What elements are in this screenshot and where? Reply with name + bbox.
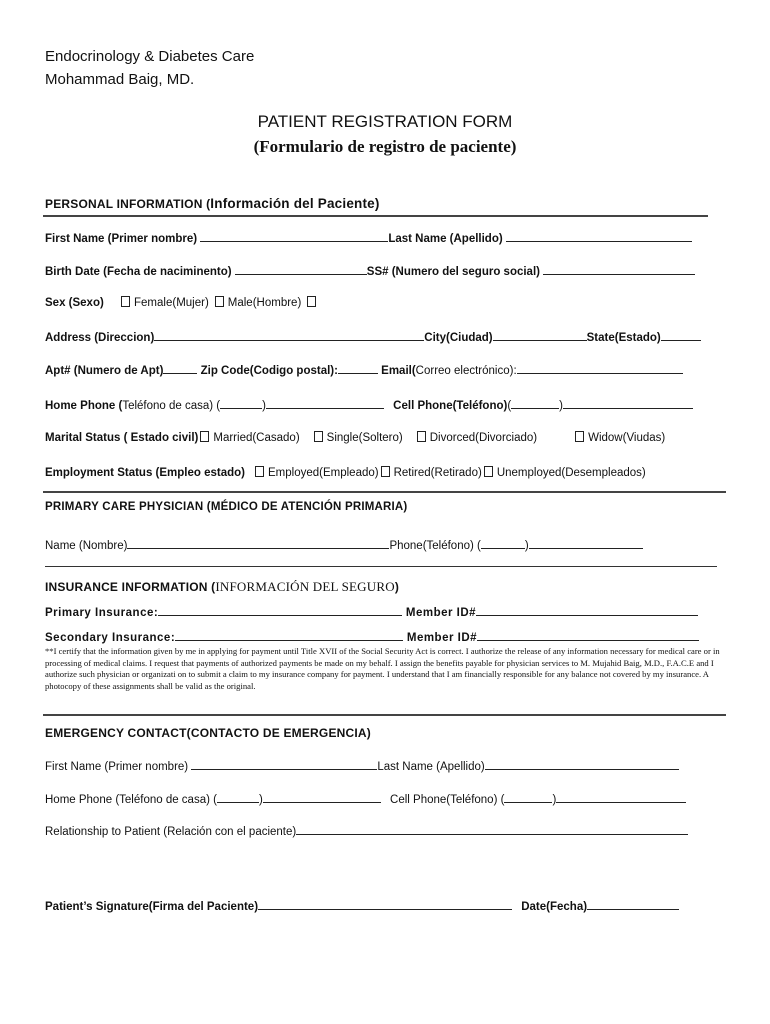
unemployed-checkbox[interactable]	[484, 466, 493, 477]
home-phone-field[interactable]	[266, 397, 384, 409]
female-checkbox[interactable]	[121, 296, 130, 307]
sex-other-checkbox[interactable]	[307, 296, 316, 307]
pcp-area-code-field[interactable]	[481, 537, 525, 549]
emergency-heading: EMERGENCY CONTACT(CONTACTO DE EMERGENCIA)	[45, 726, 371, 740]
insurance-heading: INSURANCE INFORMATION (INFORMACIÓN DEL SEGURO)	[45, 579, 400, 594]
secondary-insurance-row: Secondary Insurance: Member ID#	[45, 629, 699, 644]
home-area-code-field[interactable]	[220, 397, 262, 409]
divorced-checkbox[interactable]	[417, 431, 426, 442]
pcp-extra-line[interactable]	[45, 566, 717, 567]
last-name-field[interactable]	[506, 230, 692, 242]
practice-name: Endocrinology & Diabetes Care	[45, 48, 255, 65]
emergency-phone-row: Home Phone (Teléfono de casa) ( ) Cell Phone(Teléfono) ( )	[45, 791, 686, 806]
emergency-cell-area-code-field[interactable]	[504, 791, 552, 803]
secondary-member-id-field[interactable]	[477, 629, 699, 641]
emergency-last-name-field[interactable]	[485, 758, 679, 770]
secondary-insurance-field[interactable]	[175, 629, 403, 641]
signature-date-field[interactable]	[587, 898, 679, 910]
form-title: PATIENT REGISTRATION FORM	[257, 112, 513, 131]
signature-field[interactable]	[258, 898, 512, 910]
cell-phone-field[interactable]	[563, 397, 693, 409]
pcp-heading: PRIMARY CARE PHYSICIAN (MÉDICO DE ATENCIÓN PRIMARIA)	[45, 501, 408, 513]
relationship-field[interactable]	[296, 823, 688, 835]
sex-row: Sex (Sexo) Female(Mujer) Male(Hombre)	[45, 296, 320, 309]
pcp-row: Name (Nombre) Phone(Teléfono) ( )	[45, 537, 643, 552]
signature-row: Patient’s Signature(Firma del Paciente) Date(Fecha)	[45, 898, 679, 913]
primary-insurance-field[interactable]	[158, 604, 402, 616]
apt-zip-email-row: Apt# (Numero de Apt) Zip Code(Codigo postal): Email(Correo electrónico):	[45, 362, 683, 377]
patient-name-row: First Name (Primer nombre) Last Name (Apellido)	[45, 230, 692, 245]
pcp-phone-field[interactable]	[529, 537, 643, 549]
emergency-name-row: First Name (Primer nombre) Last Name (Apellido)	[45, 758, 679, 773]
pcp-name-field[interactable]	[127, 537, 389, 549]
employment-row: Employment Status (Empleo estado) Employed(Empleado) Retired(Retirado) Unemployed(Desempleados)	[45, 467, 646, 479]
city-field[interactable]	[493, 329, 587, 341]
phone-row: Home Phone (Teléfono de casa) ( ) Cell Phone(Teléfono)( )	[45, 397, 693, 412]
section-divider	[43, 714, 726, 716]
ss-field[interactable]	[543, 263, 695, 275]
married-checkbox[interactable]	[200, 431, 209, 442]
address-field[interactable]	[154, 329, 424, 341]
retired-checkbox[interactable]	[381, 466, 390, 477]
emergency-home-phone-field[interactable]	[263, 791, 381, 803]
primary-insurance-row: Primary Insurance: Member ID#	[45, 604, 698, 619]
male-checkbox[interactable]	[215, 296, 224, 307]
widow-checkbox[interactable]	[575, 431, 584, 442]
primary-member-id-field[interactable]	[476, 604, 698, 616]
emergency-first-name-field[interactable]	[191, 758, 377, 770]
emergency-cell-phone-field[interactable]	[556, 791, 686, 803]
cell-area-code-field[interactable]	[511, 397, 559, 409]
apt-field[interactable]	[163, 362, 197, 374]
section-divider	[43, 491, 726, 493]
relationship-row: Relationship to Patient (Relación con el paciente)	[45, 823, 688, 838]
employed-checkbox[interactable]	[255, 466, 264, 477]
single-checkbox[interactable]	[314, 431, 323, 442]
zip-field[interactable]	[338, 362, 378, 374]
marital-row: Marital Status ( Estado civil) Married(Casado) Single(Soltero) Divorced(Divorciado) Widow(Viudas)	[45, 432, 666, 444]
personal-info-heading: PERSONAL INFORMATION (Información del Paciente)	[45, 196, 380, 211]
address-row: Address (Direccion) City(Ciudad) State(Estado)	[45, 329, 701, 344]
birth-ss-row: Birth Date (Fecha de naciminento) SS# (Numero del seguro social)	[45, 263, 695, 278]
birth-date-field[interactable]	[235, 263, 367, 275]
first-name-field[interactable]	[200, 230, 388, 242]
state-field[interactable]	[661, 329, 701, 341]
form-subtitle: (Formulario de registro de paciente)	[253, 137, 517, 156]
physician-name: Mohammad Baig, MD.	[45, 71, 195, 88]
email-field[interactable]	[517, 362, 683, 374]
section-divider	[43, 215, 708, 217]
emergency-home-area-code-field[interactable]	[217, 791, 259, 803]
certification-text: **I certify that the information given by me in applying for payment until Title XVII of the Social Security Act is correct. I authorize the release of any information necessary for medical care or in processing of medical claims. I request that payments of authorized payments be made on my behalf. I assign the benefits payable for physician services to M. Mujahid Baig, M.D., F.A.C.E and I authorize such physician or organizati on to submit a claim to my insurance company for payment. I understand that I am financially responsible for any balance not covered by my insurance. A photocopy of these assignments shall be valid as the original.	[45, 646, 720, 691]
